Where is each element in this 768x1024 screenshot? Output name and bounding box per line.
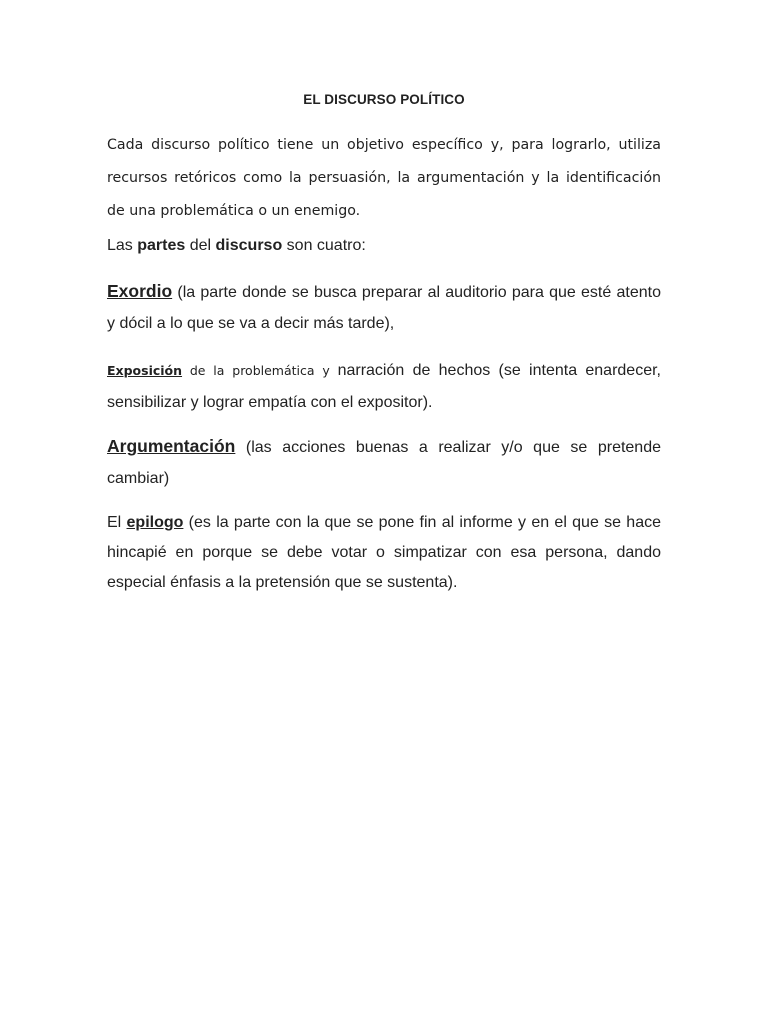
document-content bbox=[107, 92, 661, 598]
exordio-text: (la parte donde se busca preparar al auditorio para que esté atento y dócil a lo que se va a decir más tarde), bbox=[107, 284, 661, 332]
epilogo-pre: El bbox=[107, 514, 127, 531]
parts-post: son cuatro: bbox=[282, 237, 366, 254]
argumentacion-text: (las acciones buenas a realizar y/o que se pretende cambiar) bbox=[107, 439, 661, 487]
parts-bold-partes: partes bbox=[137, 237, 186, 254]
exposicion-text-small: de la problemática y bbox=[182, 363, 338, 378]
argumentacion-term: Argumentación bbox=[107, 436, 236, 456]
exposicion-paragraph bbox=[107, 355, 661, 419]
epilogo-paragraph bbox=[107, 508, 661, 598]
parts-bold-discurso: discurso bbox=[215, 237, 283, 254]
exposicion-term: Exposición bbox=[107, 363, 183, 378]
parts-mid: del bbox=[185, 237, 216, 254]
parts-pre: Las bbox=[107, 237, 138, 254]
exordio-term: Exordio bbox=[107, 281, 173, 301]
intro-paragraph: Cada discurso político tiene un objetivo específico y, para lograrlo, utiliza recursos retóricos como la persuasión, la argumentación y la identificación de una problemática o un enemigo. bbox=[107, 137, 661, 219]
document-title: EL DISCURSO POLÍTICO bbox=[303, 92, 465, 107]
exordio-paragraph bbox=[107, 276, 661, 339]
exposicion-text-rest: narración de hechos (se intenta enardecer, sensibilizar y lograr empatía con el expositor). bbox=[107, 362, 661, 411]
parts-paragraph bbox=[107, 236, 661, 256]
epilogo-text: (es la parte con la que se pone fin al informe y en el que se hace hincapié en porque se debe votar o simpatizar con esa persona, dando especial énfasis a la pretensión que se sustenta). bbox=[107, 514, 662, 591]
argumentacion-paragraph bbox=[107, 431, 661, 494]
epilogo-term: epilogo bbox=[126, 514, 184, 531]
